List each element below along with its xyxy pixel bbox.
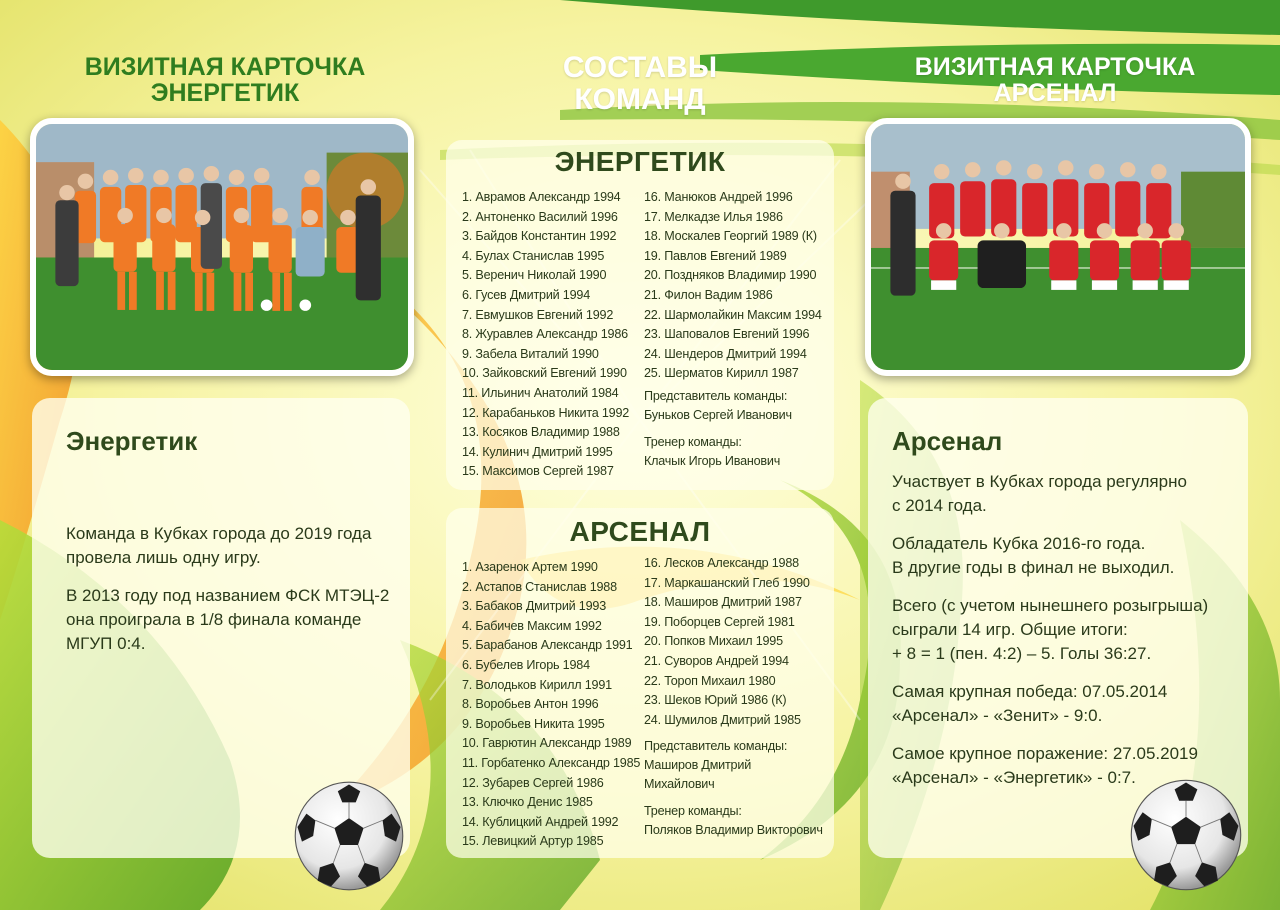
list-item: 19. Поборцев Сергей 1981 [644, 614, 795, 629]
list-item: 7. Володьков Кирилл 1991 [462, 677, 612, 692]
list-item: 10. Гаврютин Александр 1989 [462, 736, 632, 751]
arsenal-paragraph-3-line1: Всего (с учетом нынешнего розыгрыша) [892, 596, 1209, 615]
list-item: 21. Филон Вадим 1986 [644, 287, 773, 302]
list-item: 13. Ключко Денис 1985 [462, 795, 593, 810]
left-heading [60, 54, 390, 107]
right-heading-line1: ВИЗИТНАЯ КАРТОЧКА [914, 53, 1196, 81]
energetik-team-photo [30, 118, 414, 376]
energetik-card-title: Энергетик [66, 426, 198, 456]
list-item: 9. Забела Виталий 1990 [462, 346, 599, 361]
energetik-roster-title: ЭНЕРГЕТИК [554, 146, 726, 177]
list-item: 22. Шармолайкин Максим 1994 [644, 307, 822, 322]
list-item: 17. Маркашанский Глеб 1990 [644, 575, 810, 590]
list-item: 6. Гусев Дмитрий 1994 [462, 287, 591, 302]
list-item: 1. Азаренок Артем 1990 [462, 560, 598, 574]
right-heading-line2: АРСЕНАЛ [993, 79, 1117, 108]
arsenal-coach-name: Поляков Владимир Викторович [644, 823, 823, 837]
arsenal-paragraph-3 [892, 594, 1242, 666]
arsenal-team-photo [865, 118, 1251, 376]
list-item: 17. Мелкадзе Илья 1986 [644, 209, 783, 224]
arsenal-paragraph-2-line2: В другие годы в финал не выходил. [892, 558, 1175, 577]
energetik-paragraph-2: В 2013 году под названием ФСК МТЭЦ-2 она проиграла в 1/8 финала команде МГУП 0:4. [66, 586, 390, 653]
list-item: 3. Бабаков Дмитрий 1993 [462, 599, 607, 614]
list-item: 21. Суворов Андрей 1994 [644, 653, 789, 668]
list-item: 23. Шаповалов Евгений 1996 [644, 327, 810, 342]
arsenal-paragraph-3-line2: сыграли 14 игр. Общие итоги: [892, 620, 1128, 639]
right-heading [890, 54, 1220, 107]
list-item: 14. Кулинич Дмитрий 1995 [462, 444, 613, 459]
arsenal-card-title: Арсенал [892, 426, 1003, 456]
arsenal-paragraph-4-line1: Самая крупная победа: 07.05.2014 [892, 682, 1168, 701]
soccer-ball-icon [1128, 778, 1244, 892]
list-item: 20. Попков Михаил 1995 [644, 634, 783, 649]
list-item: 8. Журавлев Александр 1986 [462, 327, 628, 342]
list-item: 5. Барабанов Александр 1991 [462, 638, 633, 653]
arsenal-paragraph-2-line1: Обладатель Кубка 2016-го года. [892, 534, 1146, 553]
arsenal-paragraph-1-line1: Участвует в Кубках города регулярно [892, 472, 1187, 491]
center-heading-line2: КОМАНД [574, 82, 706, 116]
arsenal-paragraph-3-line3: + 8 = 1 (пен. 4:2) – 5. Голы 36:27. [892, 644, 1152, 663]
list-item: 6. Бубелев Игорь 1984 [462, 657, 590, 672]
list-item: 12. Карабаньков Никита 1992 [462, 405, 630, 420]
list-item: 20. Поздняков Владимир 1990 [644, 268, 817, 283]
list-item: 11. Ильинич Анатолий 1984 [462, 385, 619, 400]
list-item: 16. Лесков Александр 1988 [644, 556, 799, 570]
list-item: 5. Веренич Николай 1990 [462, 268, 607, 283]
energetik-paragraph-1: Команда в Кубках города до 2019 года провела лишь одну игру. [66, 524, 372, 567]
list-item: 4. Бабичев Максим 1992 [462, 618, 602, 633]
list-item: 9. Воробьев Никита 1995 [462, 716, 605, 731]
list-item: 1. Аврамов Александр 1994 [462, 190, 621, 204]
list-item: 24. Шумилов Дмитрий 1985 [644, 712, 801, 727]
arsenal-paragraph-5-line1: Самое крупное поражение: 27.05.2019 [892, 744, 1198, 763]
list-item: 4. Булах Станислав 1995 [462, 248, 605, 263]
list-item: 18. Маширов Дмитрий 1987 [644, 595, 802, 610]
arsenal-players-col1 [462, 558, 640, 852]
list-item: 14. Кублицкий Андрей 1992 [462, 814, 619, 829]
arsenal-rep-name-line1: Маширов Дмитрий [644, 758, 752, 772]
arsenal-roster-card [446, 508, 834, 858]
arsenal-paragraph-5-line2: «Арсенал» - «Энергетик» - 0:7. [892, 768, 1136, 787]
arsenal-rep-label: Представитель команды: [644, 739, 788, 753]
list-item: 16. Манюков Андрей 1996 [644, 190, 793, 204]
soccer-ball-icon [292, 780, 406, 892]
list-item: 19. Павлов Евгений 1989 [644, 248, 787, 263]
arsenal-paragraph-1-line2: с 2014 года. [892, 496, 987, 515]
energetik-players-col2 [644, 188, 822, 384]
arsenal-card-text [892, 470, 1242, 804]
energetik-rep-name: Буньков Сергей Иванович [644, 408, 792, 422]
energetik-rep-label: Представитель команды: [644, 389, 788, 403]
list-item: 8. Воробьев Антон 1996 [462, 697, 599, 712]
left-heading-line1: ВИЗИТНАЯ КАРТОЧКА [84, 53, 366, 81]
arsenal-paragraph-2 [892, 532, 1242, 580]
list-item: 25. Шерматов Кирилл 1987 [644, 366, 799, 381]
list-item: 23. Шеков Юрий 1986 (К) [644, 693, 787, 708]
list-item: 22. Тороп Михаил 1980 [644, 673, 776, 688]
list-item: 10. Зайковский Евгений 1990 [462, 366, 627, 381]
list-item: 2. Антоненко Василий 1996 [462, 209, 618, 224]
list-item: 12. Зубарев Сергей 1986 [462, 775, 604, 790]
arsenal-coach-label: Тренер команды: [644, 804, 742, 818]
list-item: 2. Астапов Станислав 1988 [462, 579, 617, 594]
arsenal-roster-title: АРСЕНАЛ [569, 516, 711, 547]
energetik-coach-label: Тренер команды: [644, 435, 742, 449]
center-heading-line1: СОСТАВЫ [562, 51, 718, 84]
list-item: 13. Косяков Владимир 1988 [462, 425, 620, 440]
arsenal-paragraph-4 [892, 680, 1242, 728]
list-item: 3. Байдов Константин 1992 [462, 229, 617, 244]
list-item: 15. Левицкий Артур 1985 [462, 834, 604, 849]
arsenal-players-col2 [644, 554, 810, 730]
arsenal-paragraph-1 [892, 470, 1242, 518]
list-item: 11. Горбатенко Александр 1985 [462, 755, 641, 770]
energetik-players-col1 [462, 188, 629, 482]
list-item: 24. Шендеров Дмитрий 1994 [644, 346, 807, 361]
list-item: 18. Москалев Георгий 1989 (К) [644, 229, 817, 244]
arsenal-rep-name-line2: Михайлович [644, 777, 715, 791]
arsenal-paragraph-4-line2: «Арсенал» - «Зенит» - 9:0. [892, 706, 1103, 725]
center-heading [480, 52, 800, 115]
energetik-coach-name: Клачык Игорь Иванович [644, 454, 781, 468]
list-item: 7. Евмушков Евгений 1992 [462, 307, 614, 322]
list-item: 15. Максимов Сергей 1987 [462, 464, 614, 479]
left-heading-line2: ЭНЕРГЕТИК [150, 79, 300, 108]
energetik-card-text [66, 522, 396, 670]
energetik-roster-card [446, 140, 834, 490]
